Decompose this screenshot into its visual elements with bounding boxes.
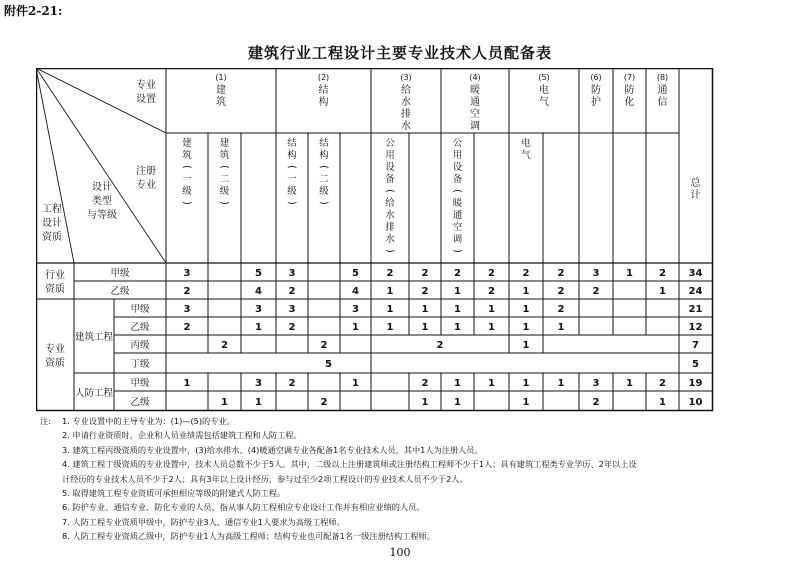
data-cell: 1 bbox=[386, 286, 394, 297]
note-item bbox=[40, 486, 788, 500]
registered-specialty-label: 备 bbox=[385, 174, 395, 185]
group-name: 水 bbox=[401, 97, 411, 108]
data-cell: 1 bbox=[522, 322, 530, 333]
corner-label: 设计 bbox=[92, 182, 112, 193]
corner-label: 类型 bbox=[92, 196, 112, 207]
registered-specialty-label: ( bbox=[384, 189, 395, 193]
group-name: 结 bbox=[318, 85, 329, 96]
note-text: 5. 取得建筑工程专业资质可承担相应等级的附建式人防工程。 bbox=[62, 488, 286, 499]
total-cell: 24 bbox=[688, 286, 703, 297]
data-cell: 5 bbox=[255, 268, 262, 279]
registered-specialty-label: 用 bbox=[385, 150, 395, 161]
qualification-label: 资质 bbox=[45, 284, 65, 295]
data-cell: 1 bbox=[454, 304, 461, 315]
corner-label: 专业 bbox=[136, 180, 156, 191]
data-cell: 1 bbox=[454, 286, 461, 297]
registered-specialty-label: ) bbox=[318, 201, 329, 205]
page-number: 100 bbox=[389, 546, 411, 559]
grade-label: 甲级 bbox=[130, 378, 150, 389]
group-name: 化 bbox=[624, 97, 635, 108]
data-cell: 1 bbox=[183, 378, 191, 389]
spanned-cell: 2 bbox=[436, 340, 444, 351]
registered-specialty-label: 结 bbox=[287, 138, 297, 149]
data-cell: 1 bbox=[255, 322, 262, 333]
note-text: 8. 人防工程专业资质乙级中，防护专业1人为高级工程师；结构专业也可配备1名一级注册结构工程师。 bbox=[62, 531, 435, 542]
total-header: 计 bbox=[690, 190, 701, 201]
registered-specialty-label: 级 bbox=[319, 186, 329, 197]
sub-type-label: 建筑工程 bbox=[74, 332, 114, 343]
registered-specialty-label: ) bbox=[451, 249, 463, 253]
group-name: 防 bbox=[624, 85, 635, 96]
data-cell: 4 bbox=[352, 286, 359, 297]
data-cell: 1 bbox=[659, 286, 666, 297]
group-number: (4) bbox=[469, 73, 481, 82]
data-cell: 3 bbox=[352, 304, 359, 315]
registered-specialty-label: 建 bbox=[219, 138, 230, 149]
registered-specialty-label: 暖 bbox=[452, 198, 463, 209]
registered-specialty-label: 公 bbox=[452, 138, 463, 149]
data-cell: 1 bbox=[522, 340, 530, 351]
attachment-label: 附件2-21: bbox=[4, 4, 63, 18]
data-cell: 1 bbox=[488, 304, 495, 315]
registered-specialty-label: 调 bbox=[452, 234, 463, 245]
data-cell: 2 bbox=[592, 397, 600, 408]
registered-specialty-label: 筑 bbox=[219, 150, 230, 161]
data-cell: 1 bbox=[386, 304, 394, 315]
total-cell: 21 bbox=[688, 304, 703, 315]
group-name: 构 bbox=[318, 97, 329, 108]
group-number: (6) bbox=[590, 73, 602, 82]
data-cell: 2 bbox=[320, 397, 328, 408]
note-text: 2. 申请行业资质时，企业和人员业绩需包括建筑工程和人防工程。 bbox=[62, 430, 302, 441]
data-cell: 2 bbox=[320, 340, 328, 351]
data-cell: 1 bbox=[626, 268, 633, 279]
corner-label: 注册 bbox=[136, 166, 156, 177]
corner-label: 工程 bbox=[42, 204, 62, 215]
registered-specialty-label: 二 bbox=[219, 174, 230, 185]
note-text: 计经历的专业技术人员不少于2人；具有3年以上设计经历，参与过至少2项工程设计的专业技术人员不少于2人。 bbox=[62, 473, 468, 484]
data-cell: 1 bbox=[557, 322, 565, 333]
data-cell: 1 bbox=[659, 397, 666, 408]
note-item bbox=[40, 500, 788, 514]
data-cell: 3 bbox=[183, 304, 191, 315]
registered-specialty-label: 设 bbox=[385, 162, 395, 173]
qualification-label: 专业 bbox=[45, 344, 65, 355]
registered-specialty-label: ) bbox=[218, 201, 230, 205]
registered-specialty-label: 构 bbox=[319, 150, 329, 161]
registered-specialty-label: 设 bbox=[452, 162, 463, 173]
data-cell: 2 bbox=[221, 340, 228, 351]
notes-label: 注: bbox=[40, 416, 51, 426]
corner-label: 资质 bbox=[42, 232, 62, 243]
registered-specialty-label: 建 bbox=[182, 138, 192, 149]
data-cell: 2 bbox=[183, 286, 191, 297]
data-cell: 3 bbox=[255, 378, 262, 389]
corner-label: 设计 bbox=[42, 218, 62, 229]
data-cell: 2 bbox=[421, 378, 429, 389]
data-cell: 5 bbox=[352, 268, 359, 279]
registered-specialty-label: ( bbox=[451, 189, 463, 193]
data-cell: 2 bbox=[557, 304, 565, 315]
registered-specialty-label: 级 bbox=[287, 186, 297, 197]
total-cell: 5 bbox=[692, 359, 699, 370]
total-cell: 12 bbox=[688, 322, 703, 333]
total-cell: 19 bbox=[688, 378, 703, 389]
group-number: (5) bbox=[538, 73, 550, 82]
data-cell: 4 bbox=[255, 286, 262, 297]
data-cell: 3 bbox=[592, 268, 600, 279]
group-name: 调 bbox=[470, 121, 480, 132]
group-name: 信 bbox=[657, 97, 668, 108]
data-cell: 1 bbox=[626, 378, 633, 389]
qualification-label: 行业 bbox=[45, 270, 65, 281]
data-cell: 1 bbox=[454, 397, 461, 408]
data-cell: 2 bbox=[659, 378, 666, 389]
total-cell: 34 bbox=[688, 268, 703, 279]
data-cell: 1 bbox=[454, 378, 461, 389]
note-item bbox=[40, 414, 788, 428]
data-cell: 2 bbox=[421, 268, 429, 279]
note-item bbox=[40, 457, 788, 471]
grade-label: 乙级 bbox=[110, 286, 130, 297]
registered-specialty-label: ) bbox=[181, 201, 192, 205]
total-header: 总 bbox=[690, 178, 701, 189]
group-name: 通 bbox=[470, 97, 480, 108]
registered-specialty-label: 级 bbox=[182, 186, 192, 197]
registered-specialty-label: 空 bbox=[452, 222, 463, 233]
data-cell: 1 bbox=[557, 378, 565, 389]
data-cell: 2 bbox=[592, 286, 600, 297]
registered-specialty-label: ( bbox=[181, 165, 192, 169]
group-number: (3) bbox=[400, 73, 412, 82]
note-text: 6. 防护专业、通信专业、防化专业的人员，指从事人防工程相应专业设计工作并有相应业绩的人员。 bbox=[62, 502, 425, 513]
note-text: 1. 专业设置中的主导专业为：(1)—(5)的专业。 bbox=[62, 416, 235, 426]
data-cell: 1 bbox=[454, 322, 461, 333]
registered-specialty-label: ( bbox=[318, 165, 329, 169]
data-cell: 1 bbox=[255, 397, 262, 408]
note-text: 3. 建筑工程丙级资质的专业设置中，(3)给水排水、(4)暖通空调专业各配备1名专业技术人员，其中1人为注册人员。 bbox=[62, 444, 483, 455]
data-cell: 3 bbox=[255, 304, 262, 315]
group-name: 通 bbox=[657, 85, 668, 96]
registered-specialty-label: 用 bbox=[452, 150, 463, 161]
data-cell: 2 bbox=[421, 286, 429, 297]
group-name: 防 bbox=[591, 85, 601, 96]
registered-specialty-label: 通 bbox=[452, 210, 463, 221]
registered-specialty-label: 给 bbox=[385, 198, 395, 209]
data-cell: 3 bbox=[288, 268, 296, 279]
group-name: 给 bbox=[401, 85, 411, 96]
group-name: 筑 bbox=[216, 97, 226, 108]
data-cell: 2 bbox=[557, 268, 565, 279]
note-text: 4. 建筑工程丁级资质的专业设置中，技术人员总数不少于5人。其中，二级以上注册建筑师或注册结构工程师不少于1人；具有建筑工程类专业学历、2年以上设 bbox=[62, 459, 637, 470]
group-number: (1) bbox=[215, 73, 227, 82]
data-cell: 2 bbox=[288, 286, 296, 297]
data-cell: 1 bbox=[421, 304, 429, 315]
qualification-label: 资质 bbox=[45, 358, 65, 369]
registered-specialty-label: 排 bbox=[385, 222, 395, 233]
data-cell: 1 bbox=[352, 322, 359, 333]
note-item bbox=[40, 443, 788, 457]
grade-label: 丙级 bbox=[130, 340, 150, 351]
registered-specialty-label: ( bbox=[286, 165, 297, 169]
registered-specialty-label: 电 bbox=[521, 138, 531, 149]
registered-specialty-label: ) bbox=[286, 201, 297, 205]
data-cell: 1 bbox=[221, 397, 228, 408]
registered-specialty-label: 公 bbox=[385, 138, 395, 149]
data-cell: 1 bbox=[522, 286, 530, 297]
group-name: 暖 bbox=[470, 85, 480, 96]
grade-label: 乙级 bbox=[130, 397, 150, 408]
notes-section bbox=[40, 414, 788, 544]
registered-specialty-label: 级 bbox=[219, 186, 230, 197]
table-title: 建筑行业工程设计主要专业技术人员配备表 bbox=[247, 44, 552, 62]
registered-specialty-label: 气 bbox=[521, 150, 531, 161]
registered-specialty-label: 一 bbox=[182, 174, 192, 185]
data-cell: 1 bbox=[421, 397, 429, 408]
data-cell: 1 bbox=[488, 378, 495, 389]
grade-label: 甲级 bbox=[130, 304, 150, 315]
staffing-table bbox=[36, 68, 716, 413]
group-number: (8) bbox=[656, 73, 669, 82]
group-name: 建 bbox=[216, 85, 226, 96]
data-cell: 2 bbox=[522, 268, 530, 279]
group-name: 排 bbox=[401, 109, 411, 120]
data-cell: 3 bbox=[183, 268, 191, 279]
data-cell: 1 bbox=[386, 322, 394, 333]
grade-label: 丁级 bbox=[130, 359, 150, 370]
group-name: 水 bbox=[401, 121, 411, 132]
data-cell: 1 bbox=[522, 397, 530, 408]
spanned-cell: 5 bbox=[325, 359, 332, 370]
registered-specialty-label: 备 bbox=[452, 174, 463, 185]
note-item bbox=[40, 515, 788, 529]
data-cell: 2 bbox=[557, 286, 565, 297]
note-item bbox=[40, 428, 788, 442]
registered-specialty-label: ) bbox=[384, 249, 395, 253]
corner-label: 专业 bbox=[136, 80, 156, 91]
group-name: 空 bbox=[470, 109, 480, 120]
data-cell: 1 bbox=[522, 378, 530, 389]
sub-type-label: 人防工程 bbox=[74, 388, 114, 399]
group-name: 气 bbox=[539, 97, 549, 108]
group-number: (2) bbox=[317, 73, 330, 82]
registered-specialty-label: 构 bbox=[287, 150, 297, 161]
data-cell: 2 bbox=[288, 322, 296, 333]
staffing-table-grid bbox=[36, 68, 716, 413]
data-cell: 2 bbox=[488, 286, 495, 297]
registered-specialty-label: 一 bbox=[287, 174, 297, 185]
grade-label: 甲级 bbox=[110, 268, 130, 279]
grade-label: 乙级 bbox=[130, 322, 150, 333]
data-cell: 2 bbox=[288, 378, 296, 389]
group-number: (7) bbox=[623, 73, 636, 82]
data-cell: 1 bbox=[488, 322, 495, 333]
registered-specialty-label: 二 bbox=[319, 174, 329, 185]
data-cell: 3 bbox=[288, 304, 296, 315]
group-name: 电 bbox=[539, 85, 549, 96]
group-name: 护 bbox=[591, 97, 601, 108]
registered-specialty-label: 水 bbox=[385, 234, 395, 245]
data-cell: 1 bbox=[352, 378, 359, 389]
total-cell: 7 bbox=[692, 340, 699, 351]
registered-specialty-label: 结 bbox=[319, 138, 329, 149]
total-cell: 10 bbox=[688, 397, 703, 408]
data-cell: 1 bbox=[421, 322, 429, 333]
note-text: 7. 人防工程专业资质甲级中，防护专业3人、通信专业1人要求为高级工程师。 bbox=[62, 516, 345, 527]
data-cell: 2 bbox=[386, 268, 394, 279]
note-item bbox=[40, 529, 788, 543]
data-cell: 2 bbox=[659, 268, 666, 279]
data-cell: 1 bbox=[522, 304, 530, 315]
data-cell: 2 bbox=[454, 268, 461, 279]
data-cell: 3 bbox=[592, 378, 600, 389]
registered-specialty-label: 水 bbox=[385, 210, 395, 221]
note-item bbox=[40, 472, 788, 486]
data-cell: 2 bbox=[183, 322, 191, 333]
data-cell: 2 bbox=[488, 268, 495, 279]
registered-specialty-label: 筑 bbox=[182, 150, 192, 161]
corner-label: 设置 bbox=[136, 94, 156, 105]
registered-specialty-label: ( bbox=[218, 165, 230, 169]
corner-label: 与等级 bbox=[87, 210, 117, 221]
